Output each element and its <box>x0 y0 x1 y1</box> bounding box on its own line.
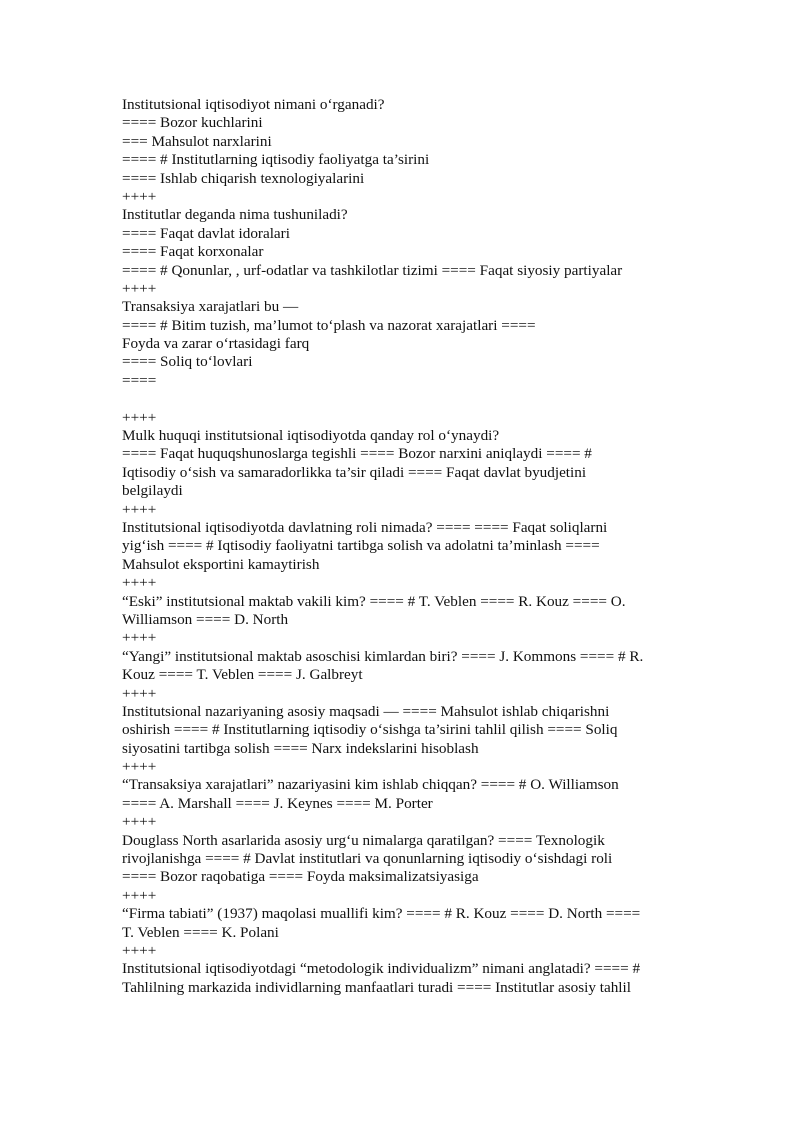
text-line: Institutsional nazariyaning asosiy maqsadi — ==== Mahsulot ishlab chiqarishni <box>122 702 610 720</box>
text-line: ++++ <box>122 758 157 776</box>
text-line: Mulk huquqi institutsional iqtisodiyotda qanday rol o‘ynaydi? <box>122 427 500 445</box>
text-line: ++++ <box>122 684 157 702</box>
text-line: ==== Faqat davlat idoralari <box>122 224 290 242</box>
text-line: Transaksiya xarajatlari bu — <box>122 298 299 316</box>
text-line: ++++ <box>122 500 157 518</box>
text-line: Institutsional iqtisodiyotda davlatning roli nimada? ==== ==== Faqat soliqlarni <box>122 518 608 536</box>
text-line: ==== A. Marshall ==== J. Keynes ==== M. Porter <box>122 794 433 812</box>
text-line: Kouz ==== T. Veblen ==== J. Galbreyt <box>122 666 363 684</box>
text-line: Institutsional iqtisodiyotdagi “metodologik individualizm” nimani anglatadi? ==== # <box>122 960 641 978</box>
text-line: ==== Faqat korxonalar <box>122 243 264 261</box>
text-line: Tahlilning markazida individlarning manfaatlari turadi ==== Institutlar asosiy tahlil <box>122 978 631 996</box>
text-line: “Yangi” institutsional maktab asoschisi kimlardan biri? ==== J. Kommons ==== # R. <box>122 647 644 665</box>
blank-line <box>122 390 682 408</box>
text-line: “Firma tabiati” (1937) maqolasi muallifi kim? ==== # R. Kouz ==== D. North ==== <box>122 905 641 923</box>
text-line: ==== Soliq to‘lovlari <box>122 353 253 371</box>
text-line: yig‘ish ==== # Iqtisodiy faoliyatni tartibga solish va adolatni ta’minlash ==== <box>122 537 600 555</box>
text-line: Williamson ==== D. North <box>122 610 289 628</box>
text-line: ==== Faqat huquqshunoslarga tegishli ==== Bozor narxini aniqlaydi ==== # <box>122 445 592 463</box>
text-line: Douglass North asarlarida asosiy urg‘u nimalarga qaratilgan? ==== Texnologik <box>122 831 605 849</box>
text-line: Iqtisodiy o‘sish va samaradorlikka ta’sir qiladi ==== Faqat davlat byudjetini <box>122 463 587 481</box>
text-line: ==== # Institutlarning iqtisodiy faoliyatga ta’sirini <box>122 151 430 169</box>
text-line: ==== Bozor raqobatiga ==== Foyda maksimalizatsiyasiga <box>122 868 479 886</box>
text-line: Institutlar deganda nima tushuniladi? <box>122 206 348 224</box>
text-line: ++++ <box>122 941 157 959</box>
text-line: ==== Ishlab chiqarish texnologiyalarini <box>122 169 365 187</box>
text-line: “Eski” institutsional maktab vakili kim? ==== # T. Veblen ==== R. Kouz ==== O. <box>122 592 626 610</box>
text-line: === Mahsulot narxlarini <box>122 132 272 150</box>
text-line: ++++ <box>122 408 157 426</box>
text-line: T. Veblen ==== K. Polani <box>122 923 279 941</box>
text-line: ++++ <box>122 279 157 297</box>
text-line: oshirish ==== # Institutlarning iqtisodiy o‘sishga ta’sirini tahlil qilish ==== Soliq <box>122 721 618 739</box>
text-line: ++++ <box>122 187 157 205</box>
document-text <box>122 96 682 997</box>
text-line: ==== # Bitim tuzish, ma’lumot to‘plash va nazorat xarajatlari ==== <box>122 316 536 334</box>
text-line: ++++ <box>122 629 157 647</box>
text-line: ++++ <box>122 574 157 592</box>
text-line: belgilaydi <box>122 482 183 500</box>
text-line: ==== Bozor kuchlarini <box>122 114 263 132</box>
text-line: ++++ <box>122 813 157 831</box>
text-line: “Transaksiya xarajatlari” nazariyasini kim ishlab chiqqan? ==== # O. Williamson <box>122 776 619 794</box>
text-line: siyosatini tartibga solish ==== Narx indekslarini hisoblash <box>122 739 479 757</box>
text-line: ++++ <box>122 886 157 904</box>
text-line: ==== <box>122 371 157 389</box>
text-line: Mahsulot eksportini kamaytirish <box>122 555 320 573</box>
text-line: ==== # Qonunlar, , urf-odatlar va tashkilotlar tizimi ==== Faqat siyosiy partiyalar <box>122 261 623 279</box>
text-line: rivojlanishga ==== # Davlat institutlari va qonunlarning iqtisodiy o‘sishdagi roli <box>122 850 613 868</box>
text-line: Institutsional iqtisodiyot nimani o‘rganadi? <box>122 96 385 113</box>
text-line: Foyda va zarar o‘rtasidagi farq <box>122 335 310 353</box>
